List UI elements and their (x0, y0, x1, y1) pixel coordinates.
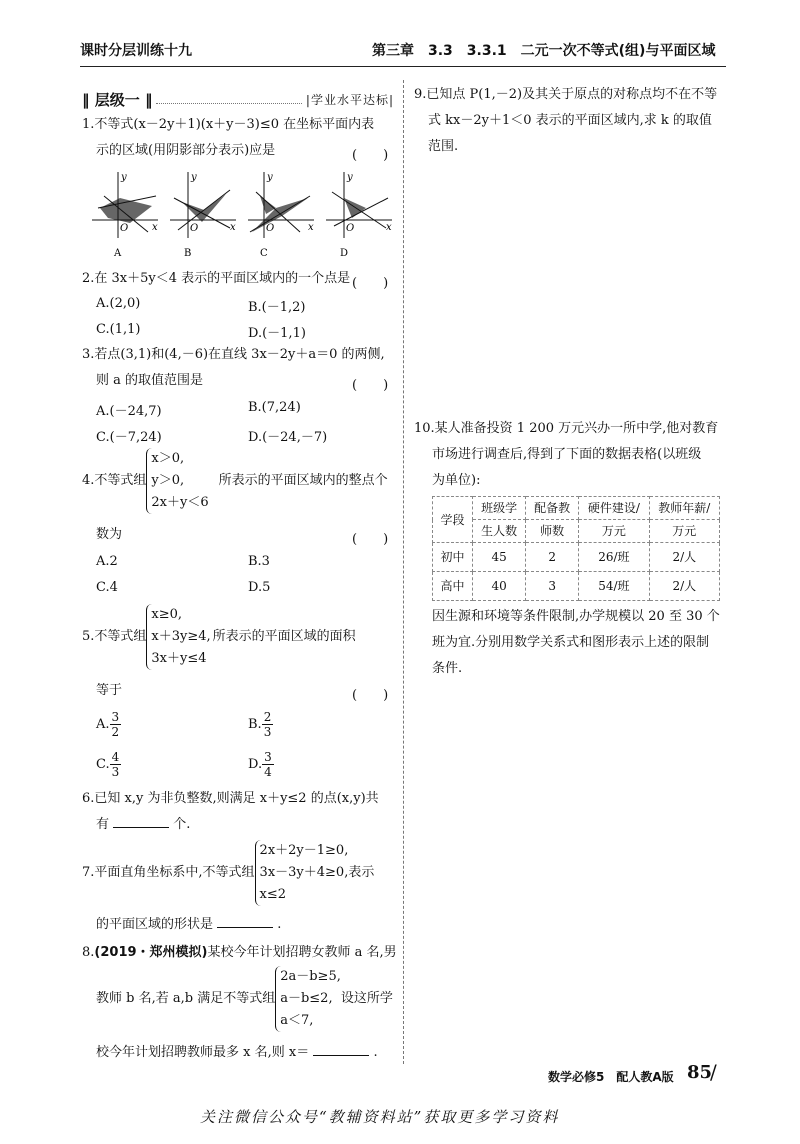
q1-graph-d-y: y (347, 172, 353, 183)
q7-system-line: 2x＋2y－1≥0, (259, 843, 349, 858)
table-cell: 2/人 (649, 572, 719, 601)
header-chapter-title: 第三章 3.3 3.3.1 二元一次不等式(组)与平面区域 (372, 43, 716, 59)
table-row (433, 572, 720, 601)
q1-graph-c-shade (252, 198, 308, 232)
table-cell: 高中 (433, 572, 473, 601)
q7-line2-b: . (277, 917, 282, 932)
q6-line2-b: 个. (173, 817, 191, 832)
q1-graph-b-x: x (230, 222, 236, 233)
level-banner (82, 88, 394, 110)
page-number: 85 (687, 1062, 713, 1083)
q8-system-line: 2a－b≥5, (280, 969, 341, 984)
q10-line1: 10.某人准备投资 1 200 万元兴办一所中学,他对教育 (414, 421, 719, 436)
q8-line1 (82, 940, 397, 966)
q6-answer-blank[interactable] (113, 814, 169, 828)
q5-line1 (82, 604, 356, 670)
q1-graph-b-y: y (191, 172, 197, 183)
q2-option-b: B.(－1,2) (248, 300, 306, 315)
q8-system-line: a－b≤2, (280, 991, 333, 1006)
q3-option-d: D.(－24,－7) (248, 430, 328, 445)
q4-option-a: A.2 (96, 554, 118, 569)
q3-option-a: A.(－24,7) (96, 404, 162, 419)
q6-line2-a: 有 (96, 817, 110, 832)
q4-system-line: x＞0, (151, 451, 185, 466)
table-header-cell: 教师年薪/ (649, 497, 719, 520)
level-tag: |学业水平达标| (305, 92, 394, 107)
q4-option-b: B.3 (248, 554, 270, 569)
q8-line1-text: 某校今年计划招聘女教师 a 名,男 (207, 945, 397, 960)
q4-suffix: 所表示的平面区域内的整点个 (218, 473, 388, 488)
q4-prefix: 4.不等式组 (82, 473, 147, 488)
q1-graph-b-label: B (184, 248, 192, 259)
q5-option-b (248, 710, 273, 739)
q9-line1: 9.已知点 P(1,－2)及其关于原点的对称点均不在不等 (414, 87, 718, 102)
q1-graph-d-x: x (386, 222, 392, 233)
q5-option-a-label: A. (96, 717, 110, 732)
table-header-cell: 师数 (526, 520, 579, 543)
q4-line1 (82, 448, 388, 514)
q2-paren: ( ) (352, 276, 389, 291)
q1-line2: 示的区域(用阴影部分表示)应是 (96, 143, 276, 158)
q10-after-line1: 因生源和环境等条件限制,办学规模以 20 至 30 个 (432, 609, 720, 624)
q4-line2: 数为 (96, 527, 123, 542)
q1-graph-a-x: x (152, 222, 158, 233)
table-header-cell: 万元 (579, 520, 649, 543)
q8-line3-a: 校今年计划招聘教师最多 x 名,则 x＝ (96, 1045, 310, 1060)
q7-system-line: x≤2 (259, 887, 287, 902)
q5-suffix: 所表示的平面区域的面积 (212, 629, 356, 644)
frac-num: 3 (111, 710, 120, 724)
q5-option-b-frac (262, 710, 274, 739)
table-header-cell: 学段 (433, 497, 473, 543)
q4-system-line: y＞0, (151, 473, 185, 488)
frac-den: 3 (263, 725, 272, 739)
q10-after-line2: 班为宜.分别用数学关系式和图形表示上述的限制 (432, 635, 710, 650)
q10-after-line3: 条件. (432, 661, 463, 676)
frac-num: 2 (263, 710, 272, 724)
table-header-row (433, 520, 720, 543)
q4-option-c: C.4 (96, 580, 118, 595)
q5-line2: 等于 (96, 683, 123, 698)
q1-graph-a-y: y (121, 172, 127, 183)
frac-num: 3 (264, 750, 272, 764)
q3-option-b: B.(7,24) (248, 400, 301, 415)
q5-option-c (96, 750, 121, 779)
level-title: ‖ 层级一 ‖ (82, 90, 153, 109)
q5-option-d-label: D. (248, 757, 263, 772)
q8-line3 (96, 1040, 378, 1066)
q4-paren: ( ) (352, 532, 389, 547)
q7-suffix: 表示 (348, 865, 375, 880)
table-cell: 2/人 (649, 543, 719, 572)
q4-system (146, 448, 208, 514)
header-left-title: 课时分层训练十九 (80, 43, 192, 59)
table-header-cell: 万元 (649, 520, 719, 543)
q5-paren: ( ) (352, 688, 389, 703)
q5-option-d-frac (262, 750, 274, 779)
table-header-cell: 班级学 (473, 497, 526, 520)
table-cell: 26/班 (579, 543, 649, 572)
frac-num: 4 (111, 750, 120, 764)
q2-option-d: D.(－1,1) (248, 326, 306, 341)
q6-line1: 6.已知 x,y 为非负整数,则满足 x＋y≤2 的点(x,y)共 (82, 791, 379, 806)
q8-answer-blank[interactable] (313, 1042, 369, 1056)
table-cell: 2 (526, 543, 579, 572)
q7-line2 (96, 912, 281, 938)
q4-option-d: D.5 (248, 580, 271, 595)
q3-line1: 3.若点(3,1)和(4,－6)在直线 3x－2y＋a＝0 的两侧, (82, 347, 385, 362)
table-header-cell: 配备教 (526, 497, 579, 520)
table-cell: 45 (473, 543, 526, 572)
q7-system (255, 840, 349, 906)
q5-option-a-frac (110, 710, 122, 739)
q3-paren: ( ) (352, 378, 389, 393)
q2-option-c: C.(1,1) (96, 322, 141, 337)
q1-graph-b-o: O (190, 223, 199, 234)
q10-data-table (432, 496, 720, 601)
table-cell: 3 (526, 572, 579, 601)
q1-graph-a (92, 172, 158, 259)
q9-line2: 式 kx－2y＋1＜0 表示的平面区域内,求 k 的取值 (428, 113, 712, 128)
table-cell: 40 (473, 572, 526, 601)
table-header-cell: 硬件建设/ (579, 497, 649, 520)
q5-option-c-frac (110, 750, 122, 779)
table-cell: 初中 (433, 543, 473, 572)
q10-line3: 为单位): (432, 473, 481, 488)
q7-line2-a: 的平面区域的形状是 (96, 917, 214, 932)
q1-paren: ( ) (352, 148, 389, 163)
q1-graph-c (248, 172, 314, 259)
watermark-text: 关注微信公众号“教辅资料站”获取更多学习资料 (200, 1108, 560, 1126)
q2-option-a: A.(2,0) (96, 296, 141, 311)
q5-option-a (96, 710, 121, 739)
table-header-cell: 生人数 (473, 520, 526, 543)
q8-system (275, 966, 341, 1032)
q9-line3: 范围. (428, 139, 459, 154)
q1-graph-options (90, 168, 400, 264)
page-slash: / (710, 1060, 717, 1084)
q8-line2 (96, 966, 393, 1032)
q5-option-c-label: C. (96, 757, 110, 772)
q1-graph-c-label: C (260, 248, 268, 259)
frac-den: 2 (111, 725, 120, 739)
q1-graph-c-y: y (267, 172, 273, 183)
q5-system-line: 3x＋y≤4 (151, 651, 207, 666)
q8-source: (2019・郑州模拟) (94, 945, 208, 960)
table-header-row (433, 497, 720, 520)
header-rule (80, 66, 726, 67)
frac-den: 3 (111, 765, 120, 779)
q5-option-b-label: B. (248, 717, 262, 732)
q1-graph-a-o: O (120, 223, 129, 234)
q4-system-line: 2x＋y＜6 (151, 495, 209, 510)
q6-line2 (96, 812, 190, 838)
q8-line3-b: . (373, 1045, 378, 1060)
q8-system-line: a＜7, (280, 1013, 314, 1028)
q1-graph-b (170, 172, 236, 259)
q1-graph-d-o: O (346, 223, 355, 234)
q7-prefix: 7.平面直角坐标系中,不等式组 (82, 865, 255, 880)
q7-system-line: 3x－3y＋4≥0, (259, 865, 349, 880)
q8-suffix: 设这所学 (340, 991, 393, 1006)
q7-answer-blank[interactable] (217, 914, 273, 928)
q5-option-d (248, 750, 274, 779)
q5-system-line: x＋3y≥4, (151, 629, 211, 644)
table-cell: 54/班 (579, 572, 649, 601)
q8-number: 8. (82, 945, 95, 960)
footer-book-title: 数学必修5 配人教A版 (548, 1070, 674, 1084)
q5-system (146, 604, 210, 670)
column-divider (403, 80, 404, 1064)
q1-graph-c-o: O (266, 223, 275, 234)
q5-system-line: x≥0, (151, 607, 183, 622)
q5-prefix: 5.不等式组 (82, 629, 147, 644)
q7-line1 (82, 840, 374, 906)
q1-graph-d-label: D (340, 248, 349, 259)
frac-den: 4 (264, 765, 272, 779)
q1-line1: 1.不等式(x－2y＋1)(x＋y－3)≤0 在坐标平面内表 (82, 117, 375, 132)
table-row (433, 543, 720, 572)
q1-graph-d (326, 172, 392, 259)
q2-text: 2.在 3x＋5y＜4 表示的平面区域内的一个点是 (82, 271, 351, 286)
q3-line2: 则 a 的取值范围是 (96, 373, 204, 388)
q3-option-c: C.(－7,24) (96, 430, 162, 445)
q1-graph-a-label: A (114, 248, 122, 259)
q8-prefix: 教师 b 名,若 a,b 满足不等式组 (96, 991, 276, 1006)
level-dots (156, 94, 301, 104)
q10-line2: 市场进行调查后,得到了下面的数据表格(以班级 (432, 447, 702, 462)
q1-graph-c-x: x (308, 222, 314, 233)
